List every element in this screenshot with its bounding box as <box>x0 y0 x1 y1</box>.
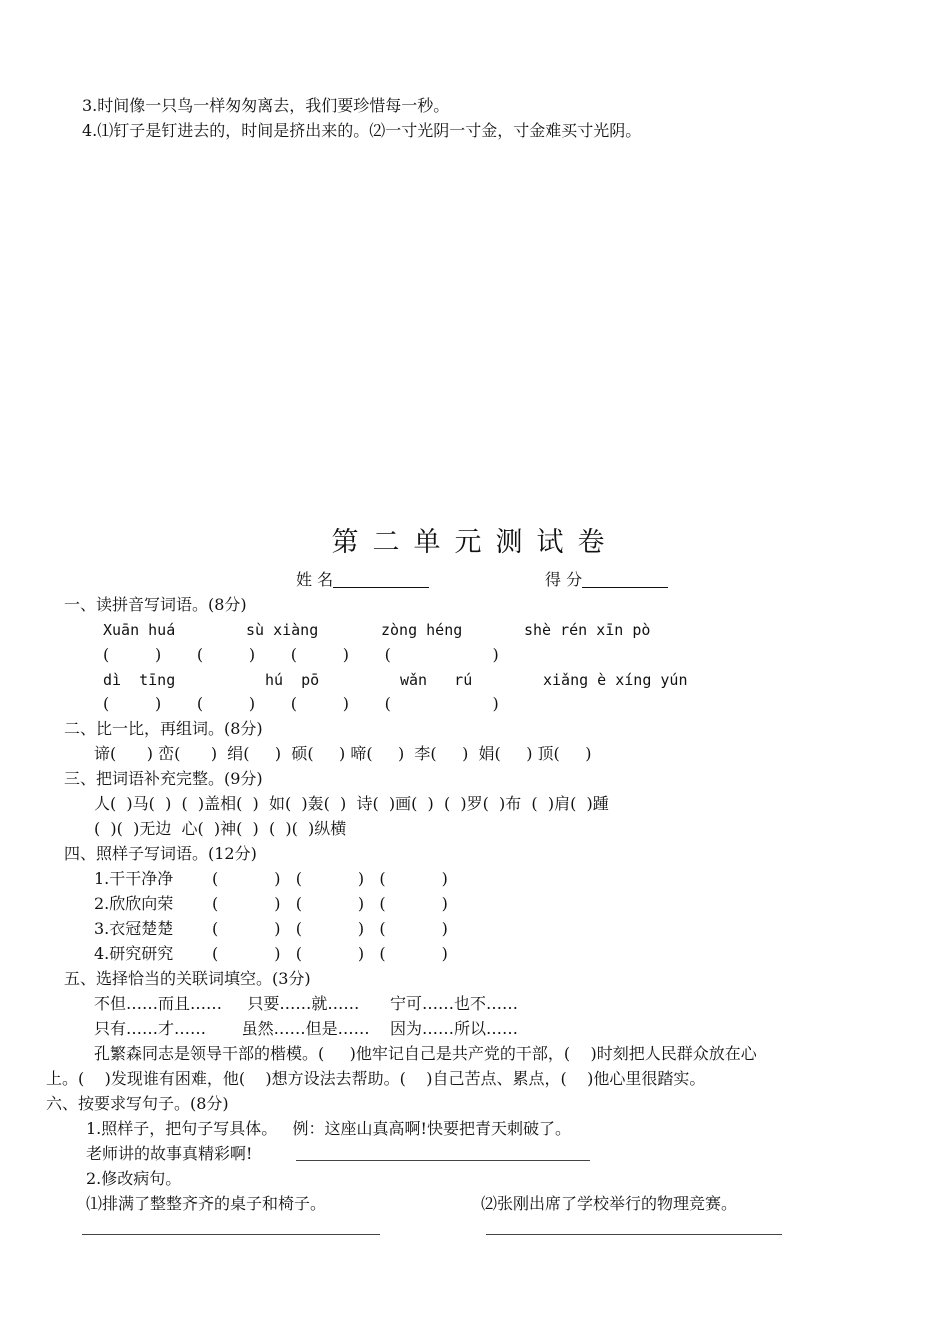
complete-words-line-1[interactable]: 人( )马( ) ( )盖相( ) 如( )轰( ) 诗( )画( ) ( )罗( )布 ( )肩( )踵 <box>94 794 609 813</box>
compare-words-line[interactable]: 谛( ) 峦( ) 绢( ) 硕( ) 啼( ) 李( ) 娟( ) 顶( ) <box>94 744 592 763</box>
answer-line-2[interactable] <box>82 1234 380 1235</box>
name-label: 姓 名 <box>296 570 334 589</box>
pattern-blanks-3[interactable]: ( ) ( ) ( ) <box>212 919 448 938</box>
sentence-example: 老师讲的故事真精彩啊! <box>86 1144 253 1163</box>
faulty-sentence-1: ⑴排满了整整齐齐的桌子和椅子。 <box>86 1194 327 1213</box>
score-field[interactable] <box>545 570 668 590</box>
pattern-word-4: 4.研究研究 <box>94 944 174 963</box>
pinyin-7: wǎn rú <box>400 671 473 689</box>
conjunction-options-1: 不但……而且…… 只要……就…… 宁可……也不…… <box>94 994 518 1013</box>
section-6-heading: 六、按要求写句子。(8分) <box>46 1094 229 1113</box>
pinyin-2: sù xiàng <box>246 621 319 639</box>
conjunction-options-2: 只有……才…… 虽然……但是…… 因为……所以…… <box>94 1019 518 1038</box>
pinyin-5: dì tīng <box>103 671 176 689</box>
passage-line-1[interactable]: 孔繁森同志是领导干部的楷模。( )他牢记自己是共产党的干部，( )时刻把人民群众放在心 <box>94 1044 757 1063</box>
sentence-task-2: 2.修改病句。 <box>86 1169 182 1188</box>
section-2-heading: 二、比一比，再组词。(8分) <box>64 719 263 738</box>
pattern-blanks-4[interactable]: ( ) ( ) ( ) <box>212 944 448 963</box>
pattern-blanks-1[interactable]: ( ) ( ) ( ) <box>212 869 448 888</box>
name-field[interactable] <box>296 570 429 590</box>
answer-line-3[interactable] <box>486 1234 782 1235</box>
score-blank[interactable] <box>582 571 668 588</box>
section-1-heading: 一、读拼音写词语。(8分) <box>64 595 247 614</box>
pattern-word-1: 1.干干净净 <box>94 869 174 888</box>
section-4-heading: 四、照样子写词语。(12分) <box>64 844 257 863</box>
answer-item-4: 4.⑴钉子是钉进去的，时间是挤出来的。⑵一寸光阴一寸金，寸金难买寸光阴。 <box>82 121 642 140</box>
answer-item-3: 3.时间像一只鸟一样匆匆离去，我们要珍惜每一秒。 <box>82 96 450 115</box>
pinyin-answer-row-2[interactable]: ( ) ( ) ( ) ( ) <box>103 694 499 713</box>
faulty-sentence-2: ⑵张刚出席了学校举行的物理竞赛。 <box>481 1194 738 1213</box>
sentence-task-1: 1.照样子，把句子写具体。 例：这座山真高啊!快要把青天刺破了。 <box>86 1119 571 1138</box>
pattern-word-3: 3.衣冠楚楚 <box>94 919 174 938</box>
pinyin-6: hú pō <box>265 671 320 689</box>
page-title: 第二单元测试卷 <box>331 527 619 558</box>
answer-line-1[interactable] <box>296 1160 590 1161</box>
pattern-blanks-2[interactable]: ( ) ( ) ( ) <box>212 894 448 913</box>
pinyin-4: shè rén xīn pò <box>524 621 651 639</box>
score-label: 得 分 <box>545 570 583 589</box>
section-3-heading: 三、把词语补充完整。(9分) <box>64 769 263 788</box>
pinyin-3: zòng héng <box>381 621 463 639</box>
passage-line-2[interactable]: 上。( )发现谁有困难，他( )想方设法去帮助。( )自己苦点、累点，( )他心里很踏实。 <box>46 1069 706 1088</box>
pattern-word-2: 2.欣欣向荣 <box>94 894 174 913</box>
pinyin-8: xiǎng è xíng yún <box>543 671 688 689</box>
section-5-heading: 五、选择恰当的关联词填空。(3分) <box>64 969 311 988</box>
pinyin-answer-row-1[interactable]: ( ) ( ) ( ) ( ) <box>103 645 499 664</box>
complete-words-line-2[interactable]: ( )( )无边 心( )神( ) ( )( )纵横 <box>94 819 347 838</box>
pinyin-1: Xuān huá <box>103 621 176 639</box>
name-blank[interactable] <box>333 571 429 588</box>
